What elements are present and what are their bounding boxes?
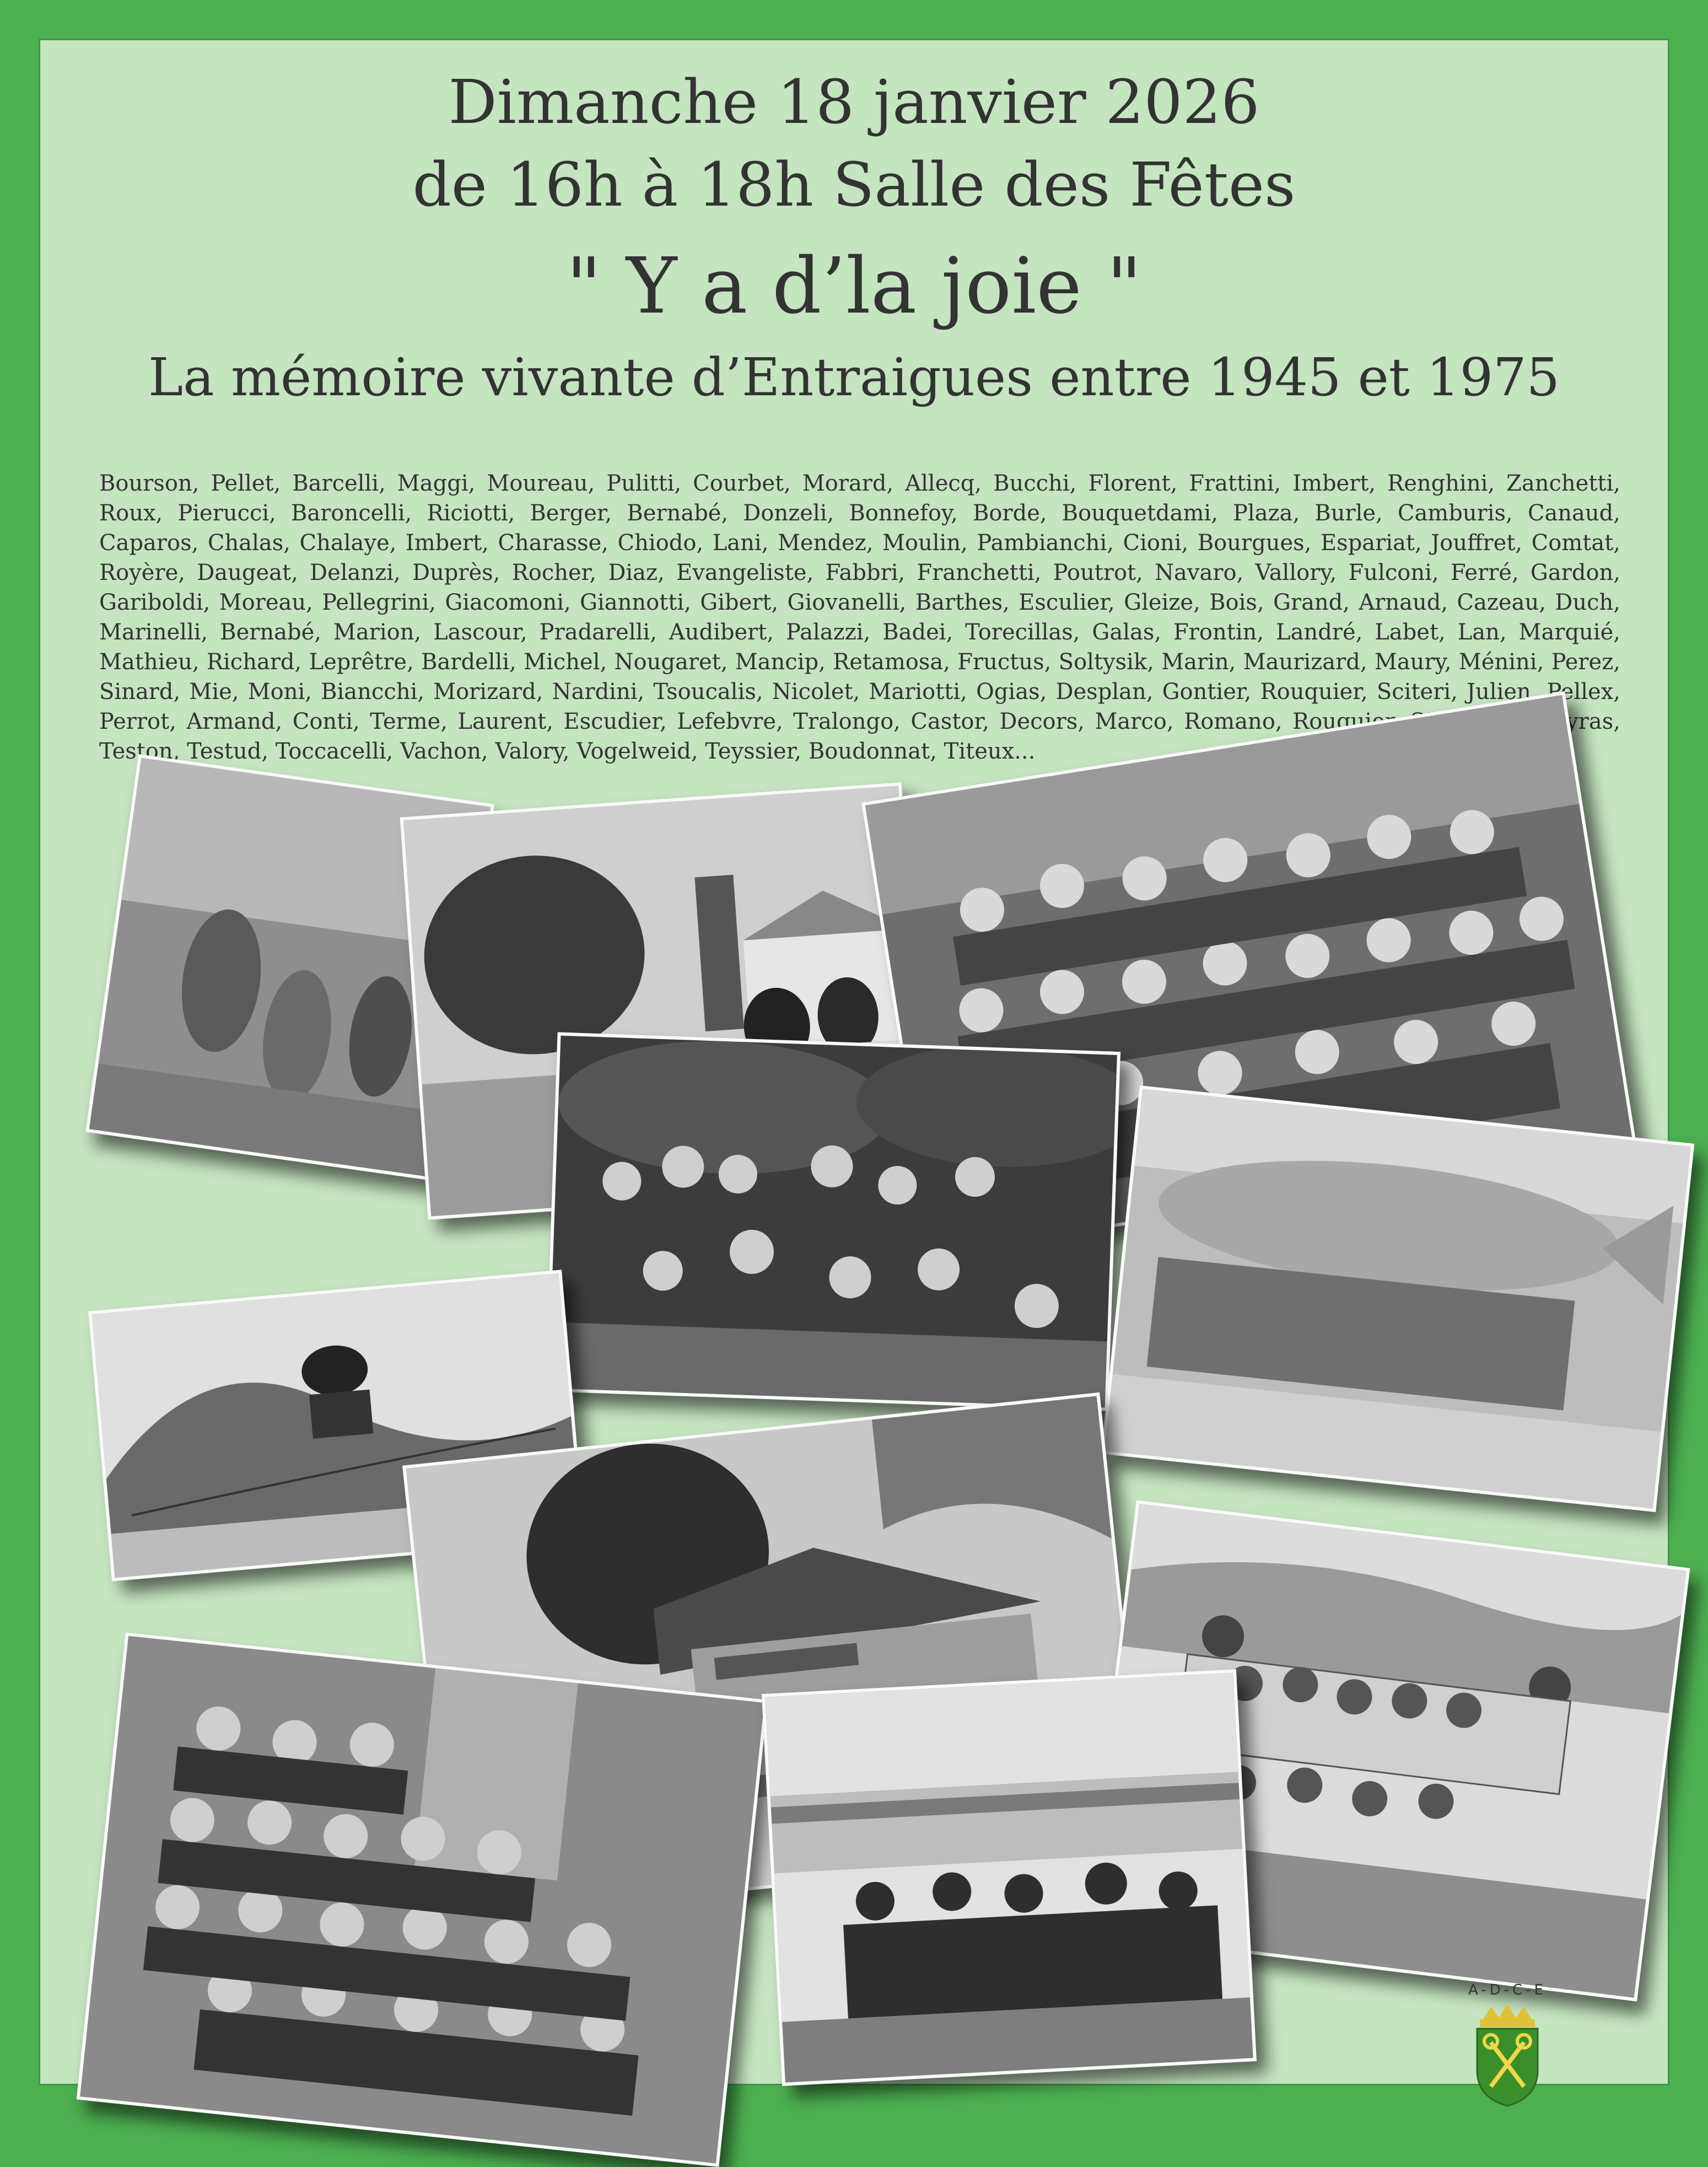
event-time-place: de 16h à 18h Salle des Fêtes [412, 149, 1296, 220]
event-date: Dimanche 18 janvier 2026 [448, 67, 1260, 137]
adce-logo [1461, 1982, 1554, 2120]
photograph-icon [80, 1636, 764, 2164]
photo-parade-float-fish [1101, 1085, 1695, 1512]
photo-boys-class [77, 1632, 768, 2167]
event-title: " Y a d’la joie " [566, 241, 1142, 331]
photo-men-bench [762, 1669, 1257, 2086]
logo-text: A-D-C-E [1468, 1982, 1547, 1998]
photo-children-group-outdoors [545, 1032, 1120, 1411]
photograph-icon [548, 1036, 1117, 1408]
event-subtitle: La mémoire vivante d’Entraigues entre 1945 et 1975 [148, 347, 1560, 408]
photograph-icon [765, 1673, 1253, 2083]
poster-header [39, 61, 1669, 413]
photograph-icon [1104, 1089, 1691, 1509]
poster-panel [39, 39, 1669, 2085]
family-names-list: Bourson, Pellet, Barcelli, Maggi, Moureau, Pulitti, Courbet, Morard, Allecq, Bucchi, Florent, Frattini, Imbert, Renghini, Zanchetti, Roux, Pierucci, Baroncelli, Riciotti, Berger, Bernabé, Donzeli, Bonnefoy, Borde, Bouquetdami, Plaza, Burle, Camburis, Canaud, Caparos, Chalas, Chalaye, Imbert, Charasse, Chiodo, Lani, Mendez, Moulin, Pambianchi, Cioni, Bourgues, Espariat, Jouffret, Comtat, Royère, Daugeat, Delanzi, Duprès, Rocher, Diaz, Evangeliste, Fabbri, Franchetti, Poutrot, Navaro, Vallory, Fulconi, Ferré, Gardon, Gariboldi, Moreau, Pellegrini, Giacomoni, Giannotti, Gibert, Giovanelli, Barthes, Esculier, Gleize, Bois, Grand, Arnaud, Cazeau, Duch, Marinelli, Bernabé, Marion, Lascour, Pradarelli, Audibert, Palazzi, Badei, Torecillas, Galas, Frontin, Landré, Labet, Lan, Marquié, Mathieu, Richard, Leprêtre, Bardelli, Michel, Nougaret, Mancip, Retamosa, Fructus, Soltysik, Marin, Maurizard, Maury, Ménini, Perez, Sinard, Mie, Moni, Biancchi, Morizard, Nardini, Tsoucalis, Nicolet, Mariotti, Ogias, Desplan, Gontier, Rouquier, Sciteri, Julien, Pellex, Perrot, Armand, Conti, Terme, Laurent, Escudier, Lefebvre, Tralongo, Castor, Decors, Marco, Romano, Rouquier, Sibert, Soubeyras, Teston, Testud, Toccacelli, Vachon, Valory, Vogelweid, Teyssier, Boudonnat, Titeux... [99, 471, 1620, 764]
coat-of-arms-icon [1461, 1998, 1554, 2109]
